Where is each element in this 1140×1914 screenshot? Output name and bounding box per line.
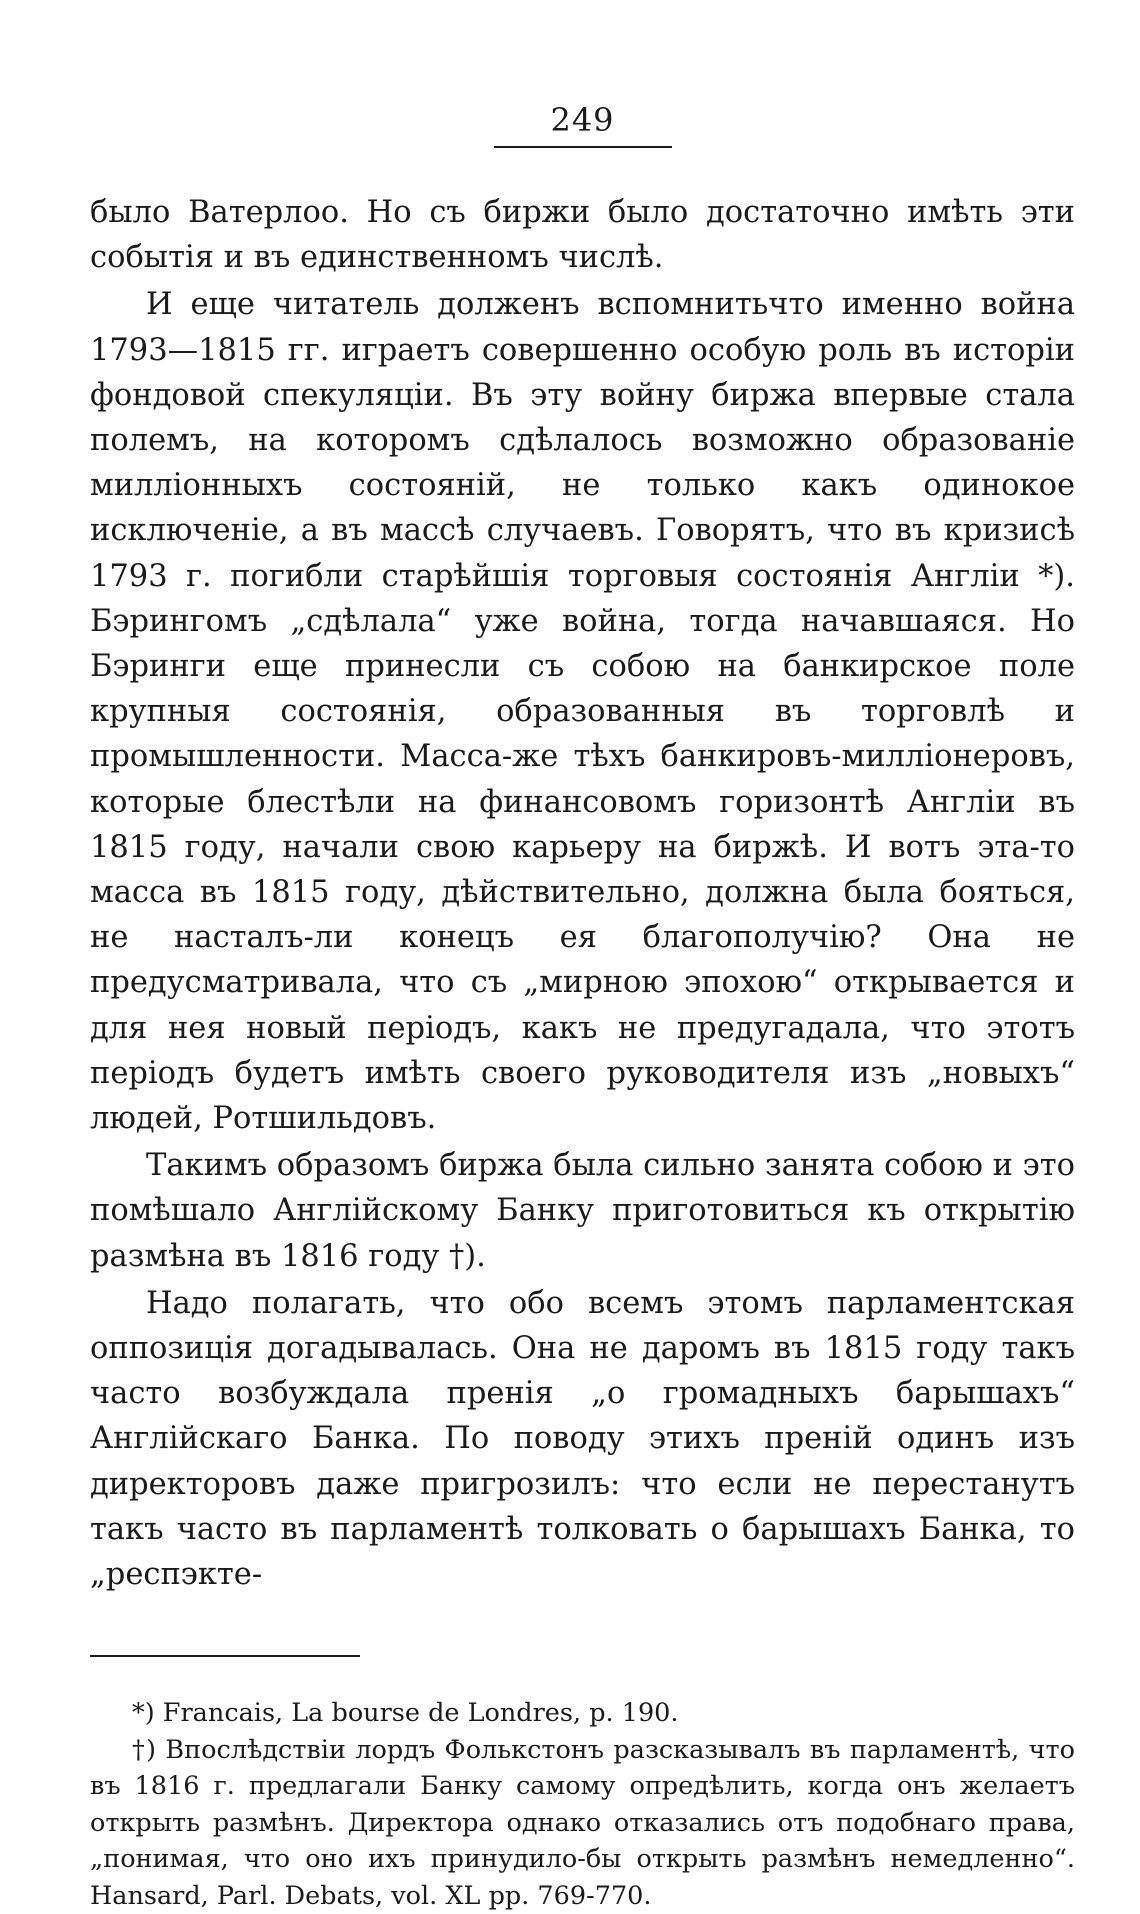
paragraph-war-speculation: И еще читатель долженъ вспомнитьчто именно война 1793—1815 гг. играетъ совершенно особую роль въ исторіи фондовой спекуляціи. Въ эту войну биржа впервые стала полемъ, на которомъ сдѣлалось возможно образованіе милліонныхъ состояній, не только какъ одинокое исключеніе, а въ массѣ случаевъ. Говорятъ, что въ кризисѣ 1793 г. погибли старѣйшія торговыя состоянія Англіи *). Бэрингомъ „сдѣлала“ уже война, тогда начавшаяся. Но Бэринги еще принесли съ собою на банкирское поле крупныя состоянія, образованныя въ торговлѣ и промышленности. Масса-же тѣхъ банкировъ-милліонеровъ, которые блестѣли на финансовомъ горизонтѣ Англіи въ 1815 году, начали свою карьеру на биржѣ. И вотъ эта-то масса въ 1815 году, дѣйствительно, должна была бояться, не насталъ-ли конецъ ея благополучію? Она не предусматривала, что съ „мирною эпохою“ открывается и для нея новый періодъ, какъ не предугадала, что этотъ періодъ будетъ имѣть своего руководителя изъ „новыхъ“ людей, Ротшильдовъ. bbox=[90, 287, 1075, 1137]
book-page bbox=[90, 100, 1075, 1911]
footnote-separator bbox=[90, 1655, 360, 1657]
page-number-rule bbox=[494, 146, 672, 148]
paragraph-continuation: было Ватерлоо. Но съ биржи было достаточно имѣть эти событія и въ единственномъ числѣ. bbox=[90, 195, 1075, 276]
footnote-dagger: †) Впослѣдствіи лордъ Фолькстонъ разсказывалъ въ парламентѣ, что въ 1816 г. предлагали Банку самому опредѣлить, когда онъ желаетъ открыть размѣнъ. Директора однако отказались отъ подобнаго права, „понимая, что оно ихъ принудило-бы открыть размѣнъ немедленно“. Hansard, Parl. Debats, vol. XL pp. 769-770. bbox=[90, 1734, 1075, 1911]
page-number: 249 bbox=[550, 101, 615, 139]
footnotes bbox=[90, 1695, 1075, 1914]
body-text bbox=[90, 190, 1075, 1597]
footnote-asterisk: *) Francais, La bourse de Londres, p. 190. bbox=[132, 1698, 679, 1729]
paragraph-parliament-opposition: Надо полагать, что обо всемъ этомъ парламентская оппозиція догадывалась. Она не даромъ въ 1815 году такъ часто возбуждала пренія „о громадныхъ барышахъ“ Англійскаго Банка. По поводу этихъ преній одинъ изъ директоровъ даже пригрозилъ: что если не перестанутъ такъ часто въ парламентѣ толковать о барышахъ Банка, то „респэкте- bbox=[90, 1285, 1075, 1593]
paragraph-exchange-busy: Такимъ образомъ биржа была сильно занята собою и это помѣшало Англійскому Банку приготовиться къ открытію размѣна въ 1816 году †). bbox=[90, 1148, 1075, 1274]
